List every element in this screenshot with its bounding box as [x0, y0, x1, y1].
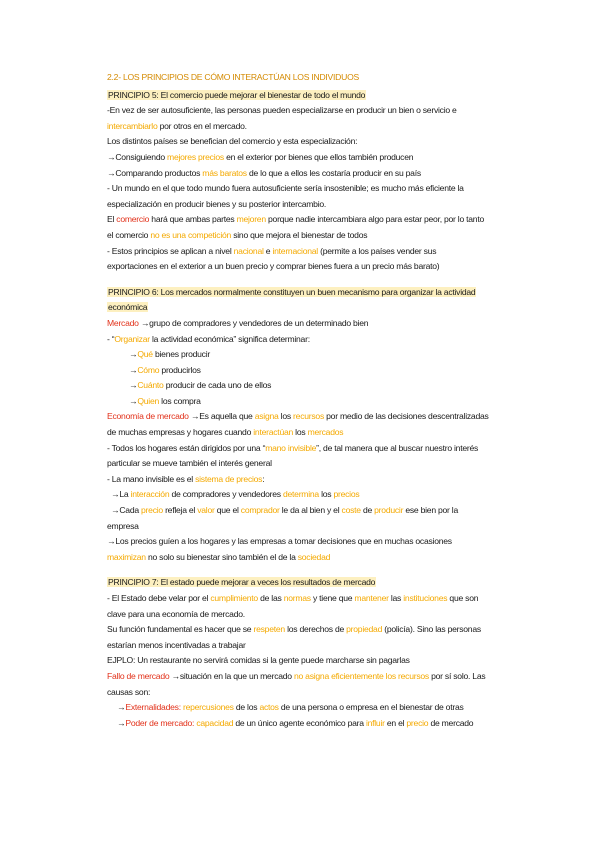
text-segment: y tiene que: [310, 593, 355, 603]
key-term: Fallo de mercado: [107, 670, 170, 681]
text-line: [107, 716, 547, 732]
key-term: Externalidades:: [125, 702, 181, 713]
principle-heading-line: [107, 88, 547, 104]
text-segment: que son: [447, 593, 479, 603]
highlighted-word: mercados: [307, 427, 344, 438]
text-segment: de una persona o empresa en el bienestar de otras: [278, 702, 464, 713]
text-line: [107, 622, 547, 638]
text-segment: PRINCIPIO 7: El estado puede mejorar a veces los resultados de mercado: [108, 577, 376, 588]
highlighted-word: coste: [341, 505, 361, 516]
text-segment: →: [117, 717, 126, 728]
highlighted-word: maximizan: [107, 551, 146, 562]
text-segment: - “: [107, 333, 115, 344]
text-segment: empresa: [107, 520, 139, 531]
text-segment: de un único agente económico para: [233, 717, 366, 728]
text-segment: →Consiguiendo: [107, 151, 168, 162]
highlighted-text: [107, 90, 366, 100]
highlighted-word: normas: [283, 593, 311, 603]
text-segment: →grupo de compradores y vendedores de un determinado bien: [138, 317, 369, 328]
highlighted-word: precios: [333, 489, 360, 500]
text-segment: producirlos: [159, 364, 201, 375]
text-segment: los: [293, 427, 308, 438]
text-segment: refleja el: [162, 505, 198, 516]
text-line: [107, 212, 547, 228]
highlighted-word: Qué: [137, 349, 153, 360]
text-line: [107, 316, 547, 332]
text-segment: económica: [108, 302, 148, 313]
text-segment: →: [129, 349, 138, 360]
text-segment: de mercado: [428, 717, 474, 728]
text-segment: →Comparando productos: [107, 167, 203, 178]
text-segment: →: [117, 702, 126, 713]
highlighted-word: Quien: [137, 395, 160, 406]
highlighted-word: producir: [374, 505, 404, 516]
highlighted-word: valor: [197, 505, 215, 516]
text-line: [107, 638, 547, 654]
text-segment: sino que mejora el bienestar de todos: [231, 229, 368, 240]
highlighted-word: mejoren: [236, 214, 266, 225]
text-line: [107, 259, 547, 275]
text-segment: - Un mundo en el que todo mundo fuera autosuficiente sería insostenible; es mucho más eficiente la: [107, 183, 464, 194]
text-segment: porque nadie intercambiara algo para estar peor, por lo tanto: [265, 214, 484, 225]
text-segment: :: [262, 473, 265, 484]
highlighted-word: mantener: [354, 593, 389, 603]
text-line: [107, 685, 547, 701]
highlighted-word: Cómo: [137, 364, 160, 375]
highlighted-word: sociedad: [297, 551, 331, 562]
text-segment: El: [107, 214, 117, 225]
text-segment: el comercio: [107, 229, 151, 240]
highlighted-word: cumplimiento: [210, 593, 258, 603]
text-line: [107, 134, 547, 150]
highlighted-word: Cuánto: [137, 380, 164, 391]
text-line: [107, 197, 547, 213]
text-line: [107, 166, 547, 182]
text-line: [107, 347, 547, 363]
text-line: [107, 441, 547, 457]
text-segment: Los distintos países se benefician del comercio y esta especialización:: [107, 136, 358, 147]
highlighted-word: propiedad: [346, 624, 383, 635]
text-line: [107, 591, 547, 607]
text-segment: - El Estado debe velar por el: [107, 593, 211, 603]
text-segment: exportaciones en el exterior a un buen precio y comprar bienes fuera a un precio más barato): [107, 261, 440, 272]
highlighted-word: capacidad: [196, 717, 234, 728]
highlighted-word: mano invisible: [265, 442, 317, 453]
text-segment: hará que ambas partes: [149, 214, 237, 225]
text-line: [107, 487, 547, 503]
text-segment: (permite a los países vender sus: [317, 245, 437, 256]
principle-heading-line: [107, 575, 547, 591]
highlighted-text: [107, 287, 476, 297]
text-segment: ese bien por la: [403, 505, 458, 516]
text-line: [107, 503, 547, 519]
text-line: [107, 394, 547, 410]
text-line: [107, 228, 547, 244]
text-segment: de compradores y vendedores: [169, 489, 283, 500]
paragraph-gap: [107, 565, 547, 575]
text-segment: PRINCIPIO 6: Los mercados normalmente constituyen un buen mecanismo para organizar la actividad: [108, 286, 476, 297]
text-segment: ”, de tal manera que al buscar nuestro interés: [316, 442, 479, 453]
text-segment: los: [278, 411, 294, 422]
text-segment: de las: [257, 593, 284, 603]
text-segment: de muchas empresas y hogares cuando: [107, 427, 254, 438]
text-segment: por medio de las decisiones descentralizadas: [324, 411, 489, 422]
highlighted-word: comprador: [240, 505, 280, 516]
text-line: [107, 119, 547, 135]
text-segment: →Es aquella que: [188, 411, 255, 422]
text-segment: los compra: [159, 395, 201, 406]
text-line: [107, 363, 547, 379]
highlighted-word: más baratos: [202, 167, 247, 178]
text-segment: particular se mueve también el interés general: [107, 458, 272, 469]
highlighted-word: instituciones: [403, 593, 448, 603]
text-segment: que el: [214, 505, 241, 516]
text-line: [107, 150, 547, 166]
text-segment: →: [129, 395, 138, 406]
principle-heading-line: [107, 285, 547, 301]
highlighted-word: no es una competición: [150, 229, 232, 240]
highlighted-word: no asigna eficientemente los recursos: [293, 670, 429, 681]
text-line: [107, 534, 547, 550]
text-segment: en el exterior por bienes que ellos también producen: [223, 151, 414, 162]
principle-heading-line: [107, 300, 547, 316]
text-segment: no solo su bienestar sino también el de la: [145, 551, 298, 562]
text-line: [107, 378, 547, 394]
text-segment: por sí solo. Las: [428, 670, 486, 681]
section-heading: 2.2- LOS PRINCIPIOS DE CÓMO INTERACTÚAN LOS INDIVIDUOS: [107, 72, 359, 82]
highlighted-word: influir: [365, 717, 385, 728]
highlighted-word: determina: [282, 489, 319, 500]
highlighted-word: asigna: [254, 411, 279, 422]
text-segment: →La: [111, 489, 131, 500]
highlighted-word: interacción: [130, 489, 170, 500]
text-line: [107, 669, 547, 685]
highlighted-word: recursos: [293, 411, 324, 422]
highlighted-word: nacional: [233, 245, 264, 256]
text-segment: por otros en el mercado.: [157, 120, 247, 131]
text-segment: le da al bien y el: [279, 505, 342, 516]
highlighted-word: interactúan: [253, 427, 294, 438]
text-segment: →Cada: [111, 505, 142, 516]
text-line: [107, 550, 547, 566]
text-segment: - Todos los hogares están dirigidos por una “: [107, 442, 266, 453]
text-line: [107, 244, 547, 260]
highlighted-word: internacional: [272, 245, 318, 256]
text-segment: producir de cada uno de ellos: [163, 380, 272, 391]
text-line: [107, 519, 547, 535]
text-line: [107, 425, 547, 441]
text-segment: (policía). Sino las personas: [382, 624, 481, 635]
text-segment: las: [388, 593, 404, 603]
text-segment: EJPLO: Un restaurante no servirá comidas si la gente puede marcharse sin pagarlas: [107, 655, 410, 666]
text-line: [107, 653, 547, 669]
highlighted-word: Organizar: [114, 333, 150, 344]
text-segment: de los: [233, 702, 260, 713]
text-segment: estarían menos incentivadas a trabajar: [107, 639, 246, 650]
text-segment: causas son:: [107, 686, 151, 697]
text-segment: e: [263, 245, 273, 256]
text-line: [107, 332, 547, 348]
text-segment: - La mano invisible es el: [107, 473, 196, 484]
highlighted-word: intercambiarlo: [107, 120, 158, 131]
text-segment: →: [129, 380, 138, 391]
key-term: comercio: [116, 214, 150, 225]
text-line: [107, 103, 547, 119]
text-segment: de: [360, 505, 375, 516]
highlighted-word: sistema de precios: [195, 473, 263, 484]
text-segment: - Estos principios se aplican a nivel: [107, 245, 234, 256]
highlighted-text: [107, 302, 148, 312]
text-segment: en el: [384, 717, 407, 728]
text-segment: →: [129, 364, 138, 375]
text-segment: -En vez de ser autosuficiente, las personas pueden especializarse en producir un bien o servicio e: [107, 105, 457, 116]
text-segment: Su función fundamental es hacer que se: [107, 624, 254, 635]
highlighted-word: precio: [141, 505, 163, 516]
highlighted-word: respeten: [253, 624, 285, 635]
text-segment: la actividad económica” significa determinar:: [149, 333, 310, 344]
key-term: Economía de mercado: [107, 411, 189, 422]
text-segment: los derechos de: [284, 624, 347, 635]
paragraph-gap: [107, 275, 547, 285]
text-line: [107, 607, 547, 623]
text-segment: especialización en producir bienes y su posterior intercambio.: [107, 198, 327, 209]
text-line: [107, 700, 547, 716]
highlighted-word: actos: [259, 702, 279, 713]
highlighted-word: repercusiones: [182, 702, 234, 713]
text-line: [107, 181, 547, 197]
text-segment: →Los precios guíen a los hogares y las empresas a tomar decisiones que en muchas ocasiones: [107, 536, 452, 547]
key-term: Mercado: [107, 317, 139, 328]
text-segment: los: [318, 489, 334, 500]
text-line: [107, 472, 547, 488]
text-segment: bienes producir: [152, 349, 210, 360]
text-segment: clave para una economía de mercado.: [107, 608, 245, 619]
text-line: [107, 409, 547, 425]
text-segment: PRINCIPIO 5: El comercio puede mejorar el bienestar de todo el mundo: [108, 89, 366, 100]
text-line: [107, 456, 547, 472]
text-segment: →situación en la que un mercado: [169, 670, 294, 681]
text-segment: de lo que a ellos les costaría producir en su país: [246, 167, 421, 178]
highlighted-word: precio: [406, 717, 429, 728]
highlighted-word: mejores precios: [167, 151, 224, 162]
document-content: [107, 70, 547, 731]
highlighted-text: [107, 577, 376, 587]
key-term: Poder de mercado:: [125, 717, 195, 728]
